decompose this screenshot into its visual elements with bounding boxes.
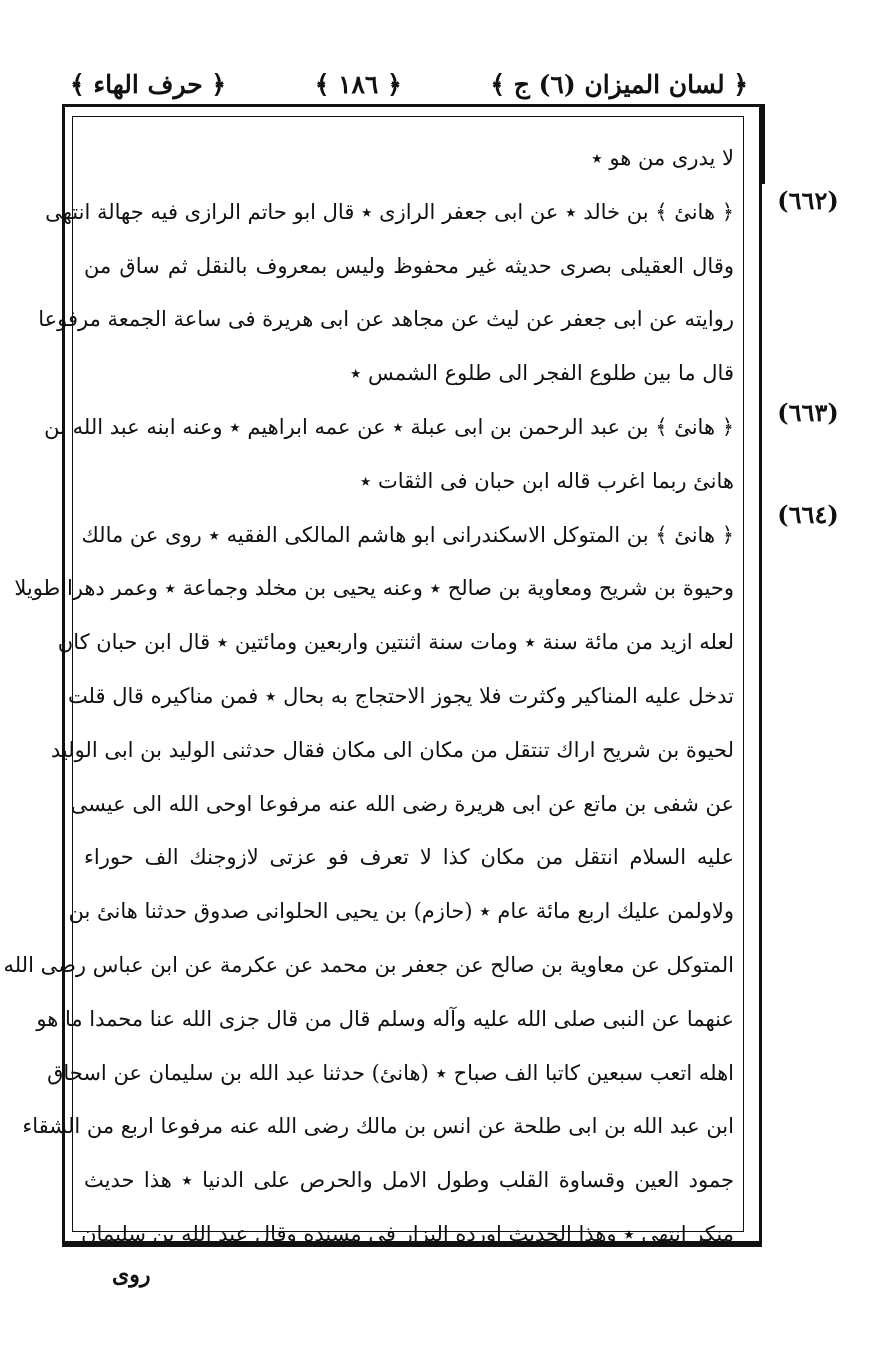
entry-number: (٦٦٤) [777, 500, 839, 529]
text-line: منكر انتهى ٭ وهذا الحديث اورده البزار فى مسنده وقال عبد الله بن سليمان [81, 1221, 734, 1246]
text-line: قال ما بين طلوع الفجر الى طلوع الشمس ٭ [349, 361, 734, 386]
text-line: روايته عن ابى جعفر عن ليث عن مجاهد عن ابى هريرة فى ساعة الجمعة مرفوعا [38, 307, 734, 332]
text-line: ولاولمن عليك اربع مائة عام ٭ (حازم) بن يحيى الحلوانى صدوق حدثنا هانئ بن [68, 899, 734, 924]
text-line: لعله ازيد من مائة سنة ٭ ومات سنة اثنتين واربعين ومائتين ٭ قال ابن حبان كان [57, 630, 734, 655]
body-text [3, 132, 735, 1262]
catchword: روى [112, 1262, 151, 1288]
text-line: وقال العقيلى بصرى حديثه غير محفوظ وليس بمعروف بالنقل ثم ساق من [84, 253, 735, 278]
text-line: ابن عبد الله بن ابى طلحة عن انس بن مالك رضى الله عنه مرفوعا اربع من الشقاء [22, 1114, 734, 1139]
text-line: وحيوة بن شريح ومعاوية بن صالح ٭ وعنه يحيى بن مخلد وجماعة ٭ وعمر دهرا طويلا [14, 576, 734, 601]
header-book-title: ﴿ لسان الميزان (٦) ج ﴾ [490, 69, 748, 99]
entry-number: (٦٦٣) [777, 398, 839, 427]
text-line: عليه السلام انتقل من مكان كذا لا تعرف فو عزتى لازوجنك الف حوراء [84, 845, 734, 870]
text-line: لحيوة بن شريح اراك تنتقل من مكان الى مكان فقال حدثنى الوليد بن ابى الوليد [50, 737, 734, 762]
margin-rule [762, 104, 765, 184]
text-line: اهله اتعب سبعين كاتبا الف صباح ٭ (هانئ) حدثنا عبد الله بن سليمان عن اسحاق [47, 1060, 734, 1085]
text-line: عنهما عن النبى صلى الله عليه وآله وسلم قال من قال جزى الله عنا محمدا ما هو [36, 1006, 734, 1031]
text-line: تدخل عليه المناكير وكثرت فلا يجوز الاحتجاج به بحال ٭ فمن مناكيره قال قلت [67, 683, 734, 708]
header-chapter: ﴿ حرف الهاء ﴾ [70, 69, 227, 99]
text-line: هانئ ربما اغرب قاله ابن حبان فى الثقات ٭ [359, 468, 734, 493]
text-line: عن شفى بن ماتع عن ابى هريرة رضى الله عنه مرفوعا اوحى الله الى عيسى [70, 791, 734, 816]
running-header [70, 62, 748, 106]
text-line: جمود العين وقساوة القلب وطول الامل والحرص على الدنيا ٭ هذا حديث [84, 1168, 734, 1193]
entry-number: (٦٦٢) [777, 186, 839, 215]
text-line: ﴿ هانئ ﴾ بن عبد الرحمن بن ابى عبلة ٭ عن عمه ابراهيم ٭ وعنه ابنه عبد الله بن [44, 414, 734, 439]
text-line: لا يدرى من هو ٭ [591, 146, 734, 170]
text-line: ﴿ هانئ ﴾ بن خالد ٭ عن ابى جعفر الرازى ٭ قال ابو حاتم الرازى فيه جهالة انتهى [45, 199, 734, 224]
text-line: ﴿ هانئ ﴾ بن المتوكل الاسكندرانى ابو هاشم المالكى الفقيه ٭ روى عن مالك [81, 522, 734, 547]
text-line: المتوكل عن معاوية بن صالح عن جعفر بن محمد عن عكرمة عن ابن عباس رضى الله [3, 952, 734, 977]
header-page-number: ﴿ ١٨٦ ﴾ [314, 69, 402, 99]
